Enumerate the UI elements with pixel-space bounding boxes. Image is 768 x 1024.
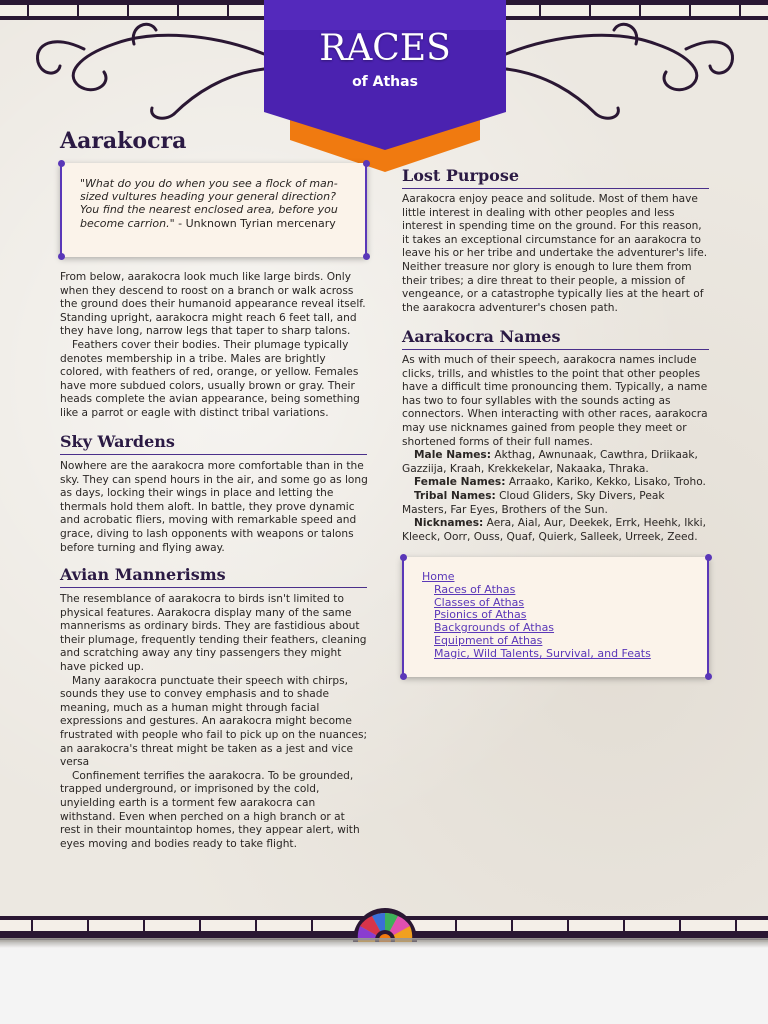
avian-mannerisms-text	[60, 593, 368, 851]
quote-body: "What do you do when you see a flock of man-sized vultures heading your general direction? You find the nearest enclosed area, before you become carrion."	[80, 177, 338, 230]
sky-wardens-paragraph: Nowhere are the aarakocra more comfortable than in the sky. They can spend hours in the air, and some go as long as days, locking their wings in place and letting the thermals hold them aloft. In battle, they prove dynamic and acrobatic fliers, moving with remarkable speed and grace, diving to lash opponents with weapons or talons before turning and flying away.	[60, 460, 368, 554]
banner-title: RACES	[319, 28, 451, 69]
page-shadow	[0, 938, 768, 948]
names-list-tribal: Tribal Names: Cloud Gliders, Sky Divers, Peak Masters, Far Eyes, Brothers of the Sun.	[402, 489, 665, 516]
names-list-male: Male Names: Akthag, Awnunaak, Cawthra, Driikaak, Gazziija, Kraah, Krekkekelar, Nakaaka, Thraka.	[402, 449, 698, 475]
sky-wardens-text	[60, 460, 368, 555]
lost-purpose-paragraph: Aarakocra enjoy peace and solitude. Most of them have little interest in dealing with other peoples and less interest in spending time on the ground. For this reason, it takes an exceptional circumstance for an aarakocra to leave his or her tribe and undertake the adventurer's life. Neither treasure nor glory is enough to lure them from their tribes; a dire threat to their people, a mission of vengeance, or a catastrophe typically lies at the heart of the aarakocra adventurer's chosen path.	[402, 193, 708, 314]
avian-paragraph: Many aarakocra punctuate their speech with chirps, sounds they use to convey emphasis and to shade meaning, much as a human might through facial expressions and gestures. An aarakocra might become frustrated with people who fail to pick up on the nuances; an aarakocra's threat might be taken as a jest and vice versa	[60, 674, 368, 769]
stained-glass-rosette-icon	[352, 904, 418, 942]
quote-attribution: - Unknown Tyrian mercenary	[174, 216, 336, 230]
quote-text	[80, 177, 355, 230]
heading-aarakocra-names: Aarakocra Names	[402, 327, 709, 350]
names-text	[402, 354, 710, 544]
names-intro: As with much of their speech, aarakocra names include clicks, trills, and whistles to the point that other peoples have a difficult time pronouncing them. Typically, a name has two to four syllables with the sounds acting as connectors. When interacting with other races, aarakocra may use nicknames gained from people they meet or shortened forms of their full names.	[402, 354, 708, 448]
nav-link-races[interactable]: Races of Athas	[434, 582, 516, 596]
names-list-nicknames: Nicknames: Aera, Aial, Aur, Deekek, Errk, Heehk, Ikki, Kleeck, Oorr, Ouss, Quaf, Quierk, Salleek, Urreek, Zeed.	[402, 517, 706, 543]
left-swirl-ornament	[24, 14, 274, 124]
nav-link-backgrounds[interactable]: Backgrounds of Athas	[434, 621, 555, 635]
heading-sky-wardens: Sky Wardens	[60, 432, 367, 455]
article-title: Aarakocra	[60, 128, 187, 154]
nav-link-psionics[interactable]: Psionics of Athas	[434, 608, 527, 622]
avian-paragraph: Confinement terrifies the aarakocra. To be grounded, trapped underground, or imprisoned by the cold, unyielding earth is a torment few aarakocra can withstand. Even when perched on a high branch or at rest in their mountaintop homes, they appear alert, with eyes moving and bodies ready to take flight.	[60, 769, 360, 850]
names-list-female: Female Names: Arraako, Kariko, Kekko, Lisako, Troho.	[414, 476, 706, 489]
heading-lost-purpose: Lost Purpose	[402, 166, 709, 189]
navigation-links	[422, 571, 651, 661]
avian-paragraph: The resemblance of aarakocra to birds isn't limited to physical features. Aarakocra display many of the same mannerisms as ordinary birds. They are fastidious about their plumage, frequently tending their feathers, cleaning and scratching away any tiny passengers they might have picked up.	[60, 593, 367, 673]
right-swirl-ornament	[496, 14, 746, 124]
intro-text	[60, 271, 368, 421]
nav-link-magic[interactable]: Magic, Wild Talents, Survival, and Feats	[434, 646, 651, 660]
intro-paragraph: From below, aarakocra look much like large birds. Only when they descend to roost on a branch or walk across the ground does their humanoid appearance reveal itself. Standing upright, aarakocra might reach 6 feet tall, and they have long, narrow legs that taper to sharp talons.	[60, 271, 366, 338]
intro-paragraph: Feathers cover their bodies. Their plumage typically denotes membership in a tribe. Males are brightly colored, with feathers of red, orange, or yellow. Females have more subdued colors, usually brown or gray. Their heads complete the avian appearance, being something like a parrot or eagle with distinct tribal variations.	[60, 338, 360, 419]
nav-link-equipment[interactable]: Equipment of Athas	[434, 633, 543, 647]
heading-avian-mannerisms: Avian Mannerisms	[60, 565, 367, 588]
nav-link-home[interactable]: Home	[422, 570, 455, 583]
nav-link-classes[interactable]: Classes of Athas	[434, 595, 525, 609]
banner-subtitle: of Athas	[352, 74, 418, 90]
lost-purpose-text	[402, 193, 710, 315]
